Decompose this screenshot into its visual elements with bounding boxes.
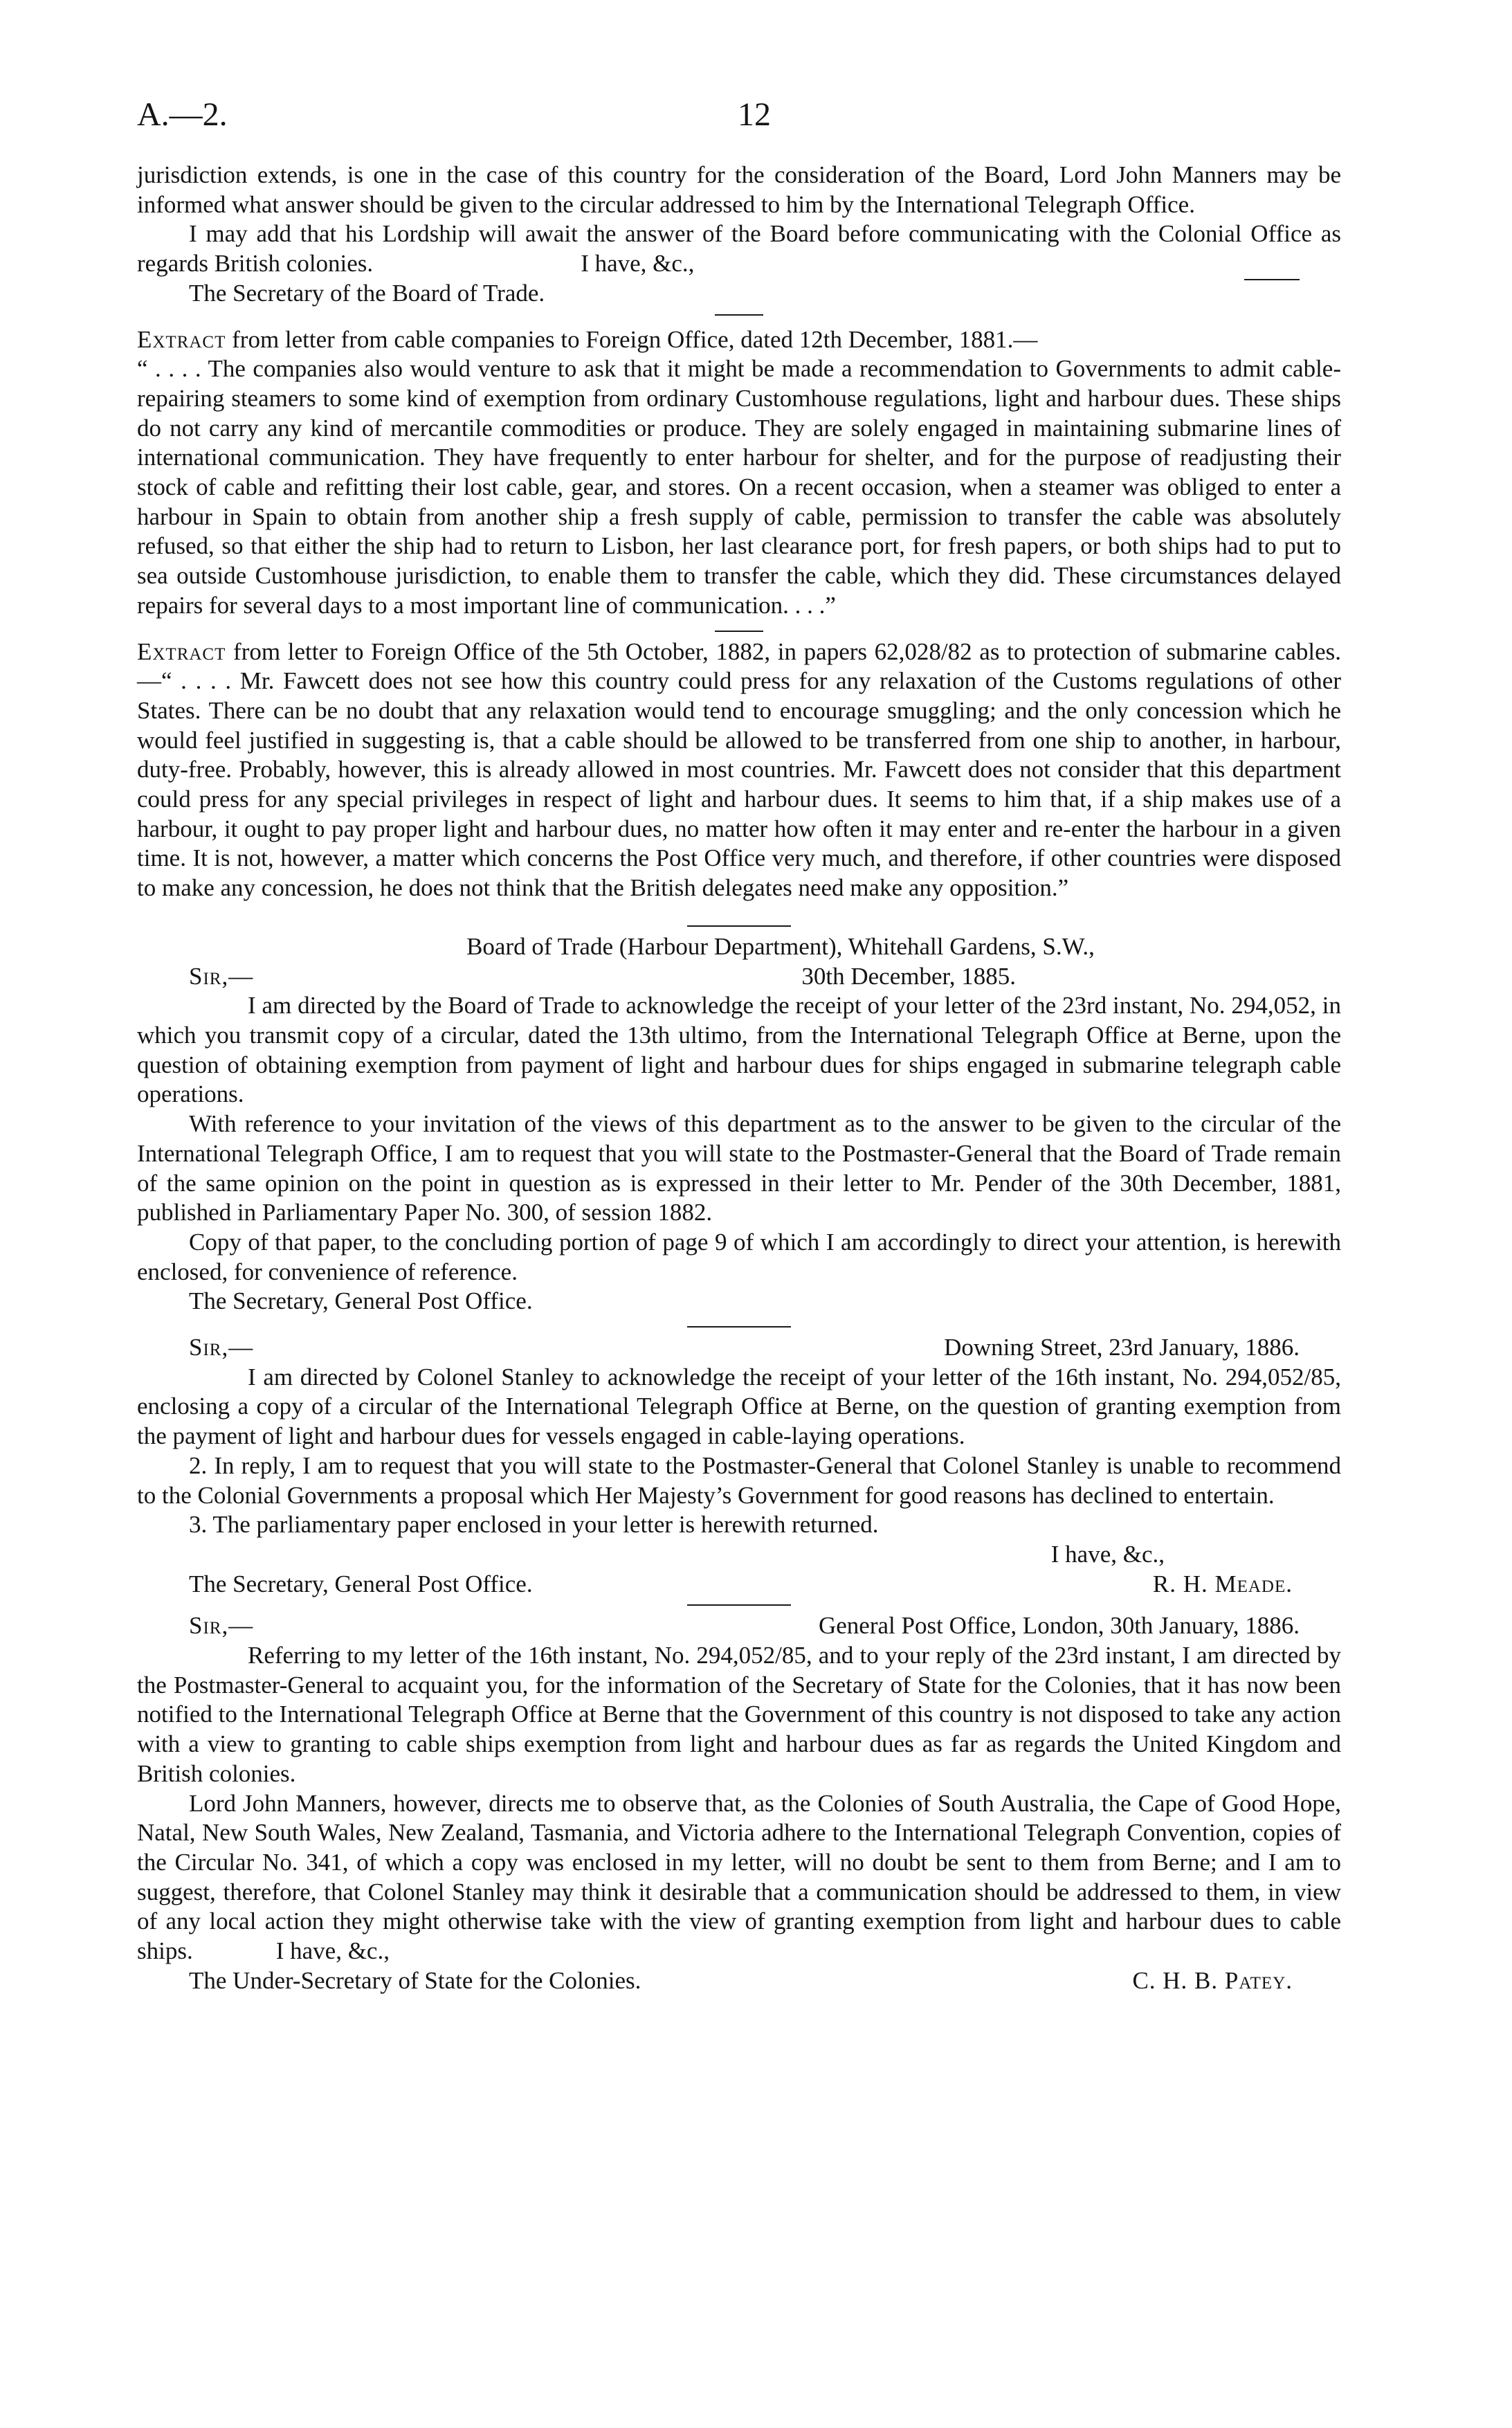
- dash-rule: [1244, 279, 1300, 280]
- addressee: The Secretary, General Post Office.: [189, 1287, 533, 1315]
- extract-lead: Extract: [137, 325, 226, 353]
- paragraph: With reference to your invitation of the views of this department as to the answer to be given to the circular of the International Telegraph Office, I am to request that you will state to the Postmaster-General that the Board of Trade remain of the same opinion on the point in question as is expressed in their letter to Mr. Pender of the 30th December, 1881, published in Parliamentary Paper No. 300, of session 1882.: [137, 1110, 1341, 1226]
- paragraph: I am directed by Colonel Stanley to acknowledge the receipt of your letter of the 16th instant, No. 294,052/85, enclosing a copy of a circular of the International Telegraph Office at Berne, on the question of granting exemption from the payment of light and harbour dues for vessels engaged in cable-laying operations.: [137, 1363, 1341, 1450]
- salutation: Sir,—: [189, 1334, 254, 1361]
- signature: R. H. Meade.: [1152, 1570, 1293, 1597]
- signature: C. H. B. Patey.: [1132, 1966, 1293, 1994]
- extract-body: “ . . . . The companies also would venture to ask that it might be made a recommendation to Governments to admit cable-repairing steamers to some kind of exemption from ordinary Customhouse regulations, light and harbour dues. These ships do not carry any kind of mercantile commodities or produce. They are solely engaged in maintaining submarine lines of international communication. They have frequently to enter harbour for shelter, and for the purpose of readjusting their stock of cable and refitting their lost cable, gear, and stores. On a recent occasion, when a steamer was obliged to enter a harbour in Spain to obtain from another ship a fresh supply of cable, permission to transfer the cable was absolutely refused, so that either the ship had to return to Lisbon, her last clearance port, for fresh papers, or both ships had to put to sea outside Customhouse jurisdiction, to enable them to transfer the cable, which they did. These circumstances delayed repairs for several days to a most important line of communication. . . .”: [137, 355, 1341, 619]
- paragraph: 3. The parliamentary paper enclosed in your letter is herewith returned.: [189, 1511, 879, 1539]
- separator: [137, 920, 1341, 932]
- separator-rule: [687, 1326, 791, 1328]
- addressee: The Under-Secretary of State for the Colonies.: [189, 1966, 641, 1994]
- salutation-date-line: [137, 1333, 1341, 1363]
- separator-rule: [715, 314, 763, 316]
- addressee: The Secretary of the Board of Trade.: [189, 279, 545, 307]
- paragraph: 2. In reply, I am to request that you will state to the Postmaster-General that Colonel Stanley is unable to recommend to the Colonial Governments a proposal which Her Majesty’s Government for good reasons has declined to entertain.: [137, 1451, 1341, 1509]
- salutation: Sir,—: [189, 962, 254, 990]
- separator-rule: [687, 1604, 791, 1606]
- letter-date: Downing Street, 23rd January, 1886.: [944, 1334, 1300, 1361]
- addressee-line: [137, 279, 1341, 309]
- extract-lead: Extract: [137, 637, 226, 665]
- extract-heading: [137, 325, 1341, 355]
- salutation-date-line: [137, 1611, 1341, 1641]
- closing-phrase: I have, &c.,: [275, 1937, 390, 1965]
- paragraph: [137, 1789, 1341, 1966]
- extract-body: [137, 637, 1341, 903]
- addressee: The Secretary, General Post Office.: [189, 1570, 533, 1597]
- paragraph: [137, 219, 1341, 278]
- paragraph-text: Lord John Manners, however, directs me to observe that, as the Colonies of South Australia, the Cape of Good Hope, Natal, New South Wales, New Zealand, Tasmania, and Victoria adhere to the International Telegraph Convention, copies of the Circular No. 341, of which a copy was enclosed in my letter, will no doubt be sent to them from Berne; and I am to suggest, therefore, that Colonel Stanley may think it desirable that a communication should be addressed to them, in view of any local action they might otherwise take with the view of granting exemption from light and harbour dues to cable ships.: [137, 1789, 1341, 1965]
- extract-heading-text: from letter from cable companies to Foreign Office, dated 12th December, 1881.—: [226, 325, 1038, 353]
- salutation-date-line: [137, 962, 1341, 992]
- letter-address: Board of Trade (Harbour Department), Whitehall Gardens, S.W.,: [466, 932, 1095, 960]
- closing-phrase: I have, &c.,: [1050, 1540, 1165, 1568]
- paragraph: Copy of that paper, to the concluding portion of page 9 of which I am accordingly to direct your attention, is herewith enclosed, for convenience of reference.: [137, 1228, 1341, 1285]
- document-body: [137, 161, 1341, 1995]
- separator: [137, 1321, 1341, 1333]
- separator: [137, 309, 1341, 321]
- extract-text: from letter to Foreign Office of the 5th October, 1882, in papers 62,028/82 as to protection of submarine cables.—“ . . . . Mr. Fawcett does not see how this country could press for any relaxation of the Customs regulations of other States. There can be no doubt that any relaxation would tend to encourage smuggling; and the only concession which he would feel justified in suggesting is, that a cable should be allowed to be transferred from one ship to another, in harbour, duty-free. Probably, however, this is already allowed in most countries. Mr. Fawcett does not consider that this department could press for any special privileges in respect of light and harbour dues. It seems to him that, if a ship makes use of a harbour, it ought to pay proper light and harbour dues, no matter how often it may enter and re-enter the harbour in a given time. It is not, however, a matter which concerns the Post Office very much, and therefore, if other countries were disposed to make any concession, he does not think that the British delegates need make any opposition.”: [137, 637, 1341, 902]
- page-number: 12: [738, 96, 771, 133]
- separator-rule: [715, 631, 763, 632]
- signature-line: [137, 1570, 1341, 1600]
- closing-phrase: I have, &c.,: [581, 250, 695, 278]
- separator: [137, 1599, 1341, 1611]
- separator-rule: [687, 925, 791, 927]
- separator: [137, 625, 1341, 637]
- paragraph: jurisdiction extends, is one in the case of this country for the consideration of the Board, Lord John Manners may be informed what answer should be given to the circular addressed to him by the International Telegraph Office.: [137, 161, 1341, 218]
- paragraph: Referring to my letter of the 16th instant, No. 294,052/85, and to your reply of the 23rd instant, I am directed by the Postmaster-General to acquaint you, for the information of the Secretary of State for the Colonies, that it has now been notified to the International Telegraph Office at Berne that the Government of this country is not disposed to take any action with a view to granting to cable ships exemption from light and harbour dues as far as regards the United Kingdom and British colonies.: [137, 1642, 1341, 1787]
- signature-line: [137, 1966, 1341, 1996]
- page-header-reference: A.—2.: [137, 96, 228, 133]
- paragraph-text: I may add that his Lordship will await the answer of the Board before communicating with the Colonial Office as regards British colonies.: [137, 220, 1341, 278]
- spacer: [137, 903, 1341, 920]
- letter-date: General Post Office, London, 30th January, 1886.: [819, 1612, 1300, 1640]
- paragraph: I am directed by the Board of Trade to acknowledge the receipt of your letter of the 23rd instant, No. 294,052, in which you transmit copy of a circular, dated the 13th ultimo, from the International Telegraph Office at Berne, upon the question of obtaining exemption from payment of light and harbour dues for ships engaged in submarine telegraph cable operations.: [137, 992, 1341, 1108]
- salutation: Sir,—: [189, 1612, 254, 1640]
- letter-date: 30th December, 1885.: [801, 962, 1016, 990]
